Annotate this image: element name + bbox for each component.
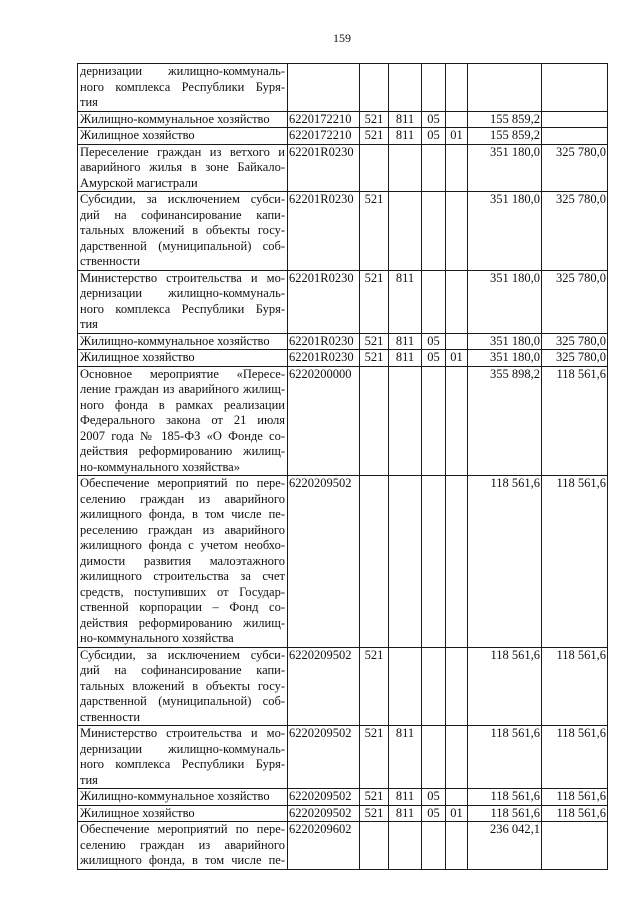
item-name-cell — [78, 64, 288, 112]
table-row — [78, 64, 608, 112]
item-name-line: реселению граждан из аварийного — [80, 522, 285, 537]
expense-type-cell: 521 — [360, 111, 389, 128]
item-name-line: дий на софинансирование капи- — [80, 663, 285, 677]
table-row — [78, 192, 608, 271]
amount-second-cell: 118 561,6 — [542, 789, 608, 806]
item-name-cell — [78, 789, 288, 806]
amount-first-cell: 155 859,2 — [468, 128, 542, 145]
ministry-code-cell: 811 — [389, 805, 422, 822]
target-code-cell: 62201R0230 — [288, 192, 360, 271]
ministry-code-cell: 811 — [389, 270, 422, 333]
item-name-cell — [78, 333, 288, 350]
table-body — [78, 64, 608, 870]
amount-first-cell: 351 180,0 — [468, 350, 542, 367]
item-name-line: Субсидии, за исключением субси- — [80, 192, 285, 206]
target-code-cell: 6220209502 — [288, 726, 360, 789]
subsection-cell — [446, 270, 468, 333]
subsection-cell — [446, 333, 468, 350]
table-row — [78, 350, 608, 367]
item-name-line: но-коммунального хозяйства — [80, 631, 234, 645]
target-code-cell: 6220200000 — [288, 366, 360, 476]
target-code-cell — [288, 64, 360, 112]
item-name-line: жилищного фонда, в том числе пе- — [80, 853, 285, 867]
target-code-cell: 6220209502 — [288, 647, 360, 726]
ministry-code-cell — [389, 647, 422, 726]
expense-type-cell: 521 — [360, 726, 389, 789]
target-code-cell: 6220209502 — [288, 476, 360, 648]
amount-second-cell: 118 561,6 — [542, 726, 608, 789]
item-name-line: тия — [80, 317, 98, 331]
item-name-line: Министерство строительства и мо- — [80, 270, 285, 285]
table-row — [78, 476, 608, 648]
target-code-cell: 6220209502 — [288, 789, 360, 806]
table-row — [78, 805, 608, 822]
item-name-line: Жилищное хозяйство — [80, 350, 195, 364]
target-code-cell: 6220209602 — [288, 822, 360, 870]
amount-second-cell: 325 780,0 — [542, 350, 608, 367]
table-row — [78, 333, 608, 350]
amount-first-cell: 118 561,6 — [468, 476, 542, 648]
item-name-line: дарственной (муниципальной) соб- — [80, 694, 285, 708]
target-code-cell: 6220209502 — [288, 805, 360, 822]
item-name-line: Субсидии, за исключением субси- — [80, 647, 285, 662]
item-name-line: Обеспечение мероприятий по пере- — [80, 476, 285, 490]
subsection-cell — [446, 64, 468, 112]
item-name-line: Жилищное хозяйство — [80, 128, 195, 142]
item-name-line: средств, поступивших от Государ- — [80, 584, 285, 599]
item-name-line: ного комплекса Республики Буря- — [80, 757, 285, 771]
item-name-line: ственности — [80, 709, 141, 724]
item-name-line: селению граждан из аварийного — [80, 837, 285, 852]
item-name-line: аварийного жилья в зоне Байкало- — [80, 160, 285, 174]
item-name-line: ного фонда в рамках реализации — [80, 397, 285, 412]
ministry-code-cell: 811 — [389, 128, 422, 145]
subsection-cell — [446, 789, 468, 806]
item-name-line: тия — [80, 772, 98, 787]
expense-type-cell: 521 — [360, 192, 389, 271]
amount-second-cell: 118 561,6 — [542, 647, 608, 726]
item-name-line: дий на софинансирование капи- — [80, 207, 285, 222]
section-cell — [422, 270, 446, 333]
item-name-line: дернизации жилищно-коммуналь- — [80, 286, 285, 300]
item-name-cell — [78, 111, 288, 128]
expense-type-cell: 521 — [360, 128, 389, 145]
item-name-line: селению граждан из аварийного — [80, 491, 285, 506]
amount-first-cell: 355 898,2 — [468, 366, 542, 476]
table-row — [78, 789, 608, 806]
item-name-line: действия реформированию жилищ- — [80, 444, 285, 458]
amount-first-cell: 118 561,6 — [468, 647, 542, 726]
ministry-code-cell — [389, 822, 422, 870]
ministry-code-cell: 811 — [389, 111, 422, 128]
amount-second-cell — [542, 64, 608, 112]
subsection-cell — [446, 144, 468, 192]
section-cell — [422, 64, 446, 112]
amount-second-cell: 325 780,0 — [542, 192, 608, 271]
section-cell — [422, 822, 446, 870]
table-row — [78, 822, 608, 870]
item-name-line: тальных вложений в объекты госу- — [80, 678, 285, 693]
amount-first-cell: 118 561,6 — [468, 789, 542, 806]
table-row — [78, 270, 608, 333]
item-name-line: ного комплекса Республики Буря- — [80, 301, 285, 316]
item-name-cell — [78, 366, 288, 476]
amount-second-cell — [542, 111, 608, 128]
subsection-cell: 01 — [446, 128, 468, 145]
item-name-line: дернизации жилищно-коммуналь- — [80, 64, 285, 78]
item-name-line: жилищного фонда с учетом необхо- — [80, 538, 285, 552]
expense-type-cell — [360, 144, 389, 192]
section-cell: 05 — [422, 111, 446, 128]
item-name-cell — [78, 805, 288, 822]
amount-first-cell: 351 180,0 — [468, 192, 542, 271]
expense-type-cell — [360, 822, 389, 870]
table-row — [78, 144, 608, 192]
expense-type-cell: 521 — [360, 333, 389, 350]
section-cell: 05 — [422, 789, 446, 806]
item-name-line: дернизации жилищно-коммуналь- — [80, 741, 285, 756]
ministry-code-cell — [389, 64, 422, 112]
amount-first-cell — [468, 64, 542, 112]
item-name-line: ственности — [80, 254, 141, 268]
item-name-cell — [78, 822, 288, 870]
item-name-line: Амурской магистрали — [80, 175, 198, 190]
subsection-cell: 01 — [446, 350, 468, 367]
item-name-cell — [78, 350, 288, 367]
ministry-code-cell — [389, 476, 422, 648]
amount-first-cell: 236 042,1 — [468, 822, 542, 870]
subsection-cell — [446, 726, 468, 789]
expense-type-cell: 521 — [360, 805, 389, 822]
item-name-line: димости развития малоэтажного — [80, 553, 285, 568]
item-name-line: жилищного строительства за счет — [80, 569, 285, 583]
expense-type-cell: 521 — [360, 647, 389, 726]
item-name-line: Переселение граждан из ветхого и — [80, 144, 285, 159]
expense-type-cell: 521 — [360, 270, 389, 333]
ministry-code-cell: 811 — [389, 726, 422, 789]
subsection-cell — [446, 111, 468, 128]
table-row — [78, 647, 608, 726]
section-cell — [422, 192, 446, 271]
target-code-cell: 6220172210 — [288, 111, 360, 128]
section-cell — [422, 366, 446, 476]
target-code-cell: 62201R0230 — [288, 144, 360, 192]
target-code-cell: 62201R0230 — [288, 333, 360, 350]
target-code-cell: 62201R0230 — [288, 270, 360, 333]
expense-type-cell — [360, 64, 389, 112]
ministry-code-cell — [389, 144, 422, 192]
amount-first-cell: 351 180,0 — [468, 333, 542, 350]
section-cell: 05 — [422, 333, 446, 350]
item-name-line: 2007 года № 185-ФЗ «О Фонде со- — [80, 428, 285, 443]
item-name-cell — [78, 726, 288, 789]
section-cell — [422, 476, 446, 648]
table-row — [78, 111, 608, 128]
item-name-line: Жилищно-коммунальное хозяйство — [80, 333, 270, 348]
table-row — [78, 366, 608, 476]
section-cell: 05 — [422, 805, 446, 822]
subsection-cell — [446, 192, 468, 271]
item-name-line: Обеспечение мероприятий по пере- — [80, 822, 285, 836]
item-name-line: ного комплекса Республики Буря- — [80, 79, 285, 94]
amount-second-cell: 118 561,6 — [542, 366, 608, 476]
item-name-line: дарственной (муниципальной) соб- — [80, 238, 285, 253]
section-cell — [422, 647, 446, 726]
section-cell: 05 — [422, 128, 446, 145]
item-name-cell — [78, 192, 288, 271]
expense-type-cell — [360, 366, 389, 476]
ministry-code-cell — [389, 192, 422, 271]
ministry-code-cell: 811 — [389, 333, 422, 350]
item-name-line: тальных вложений в объекты госу- — [80, 223, 285, 237]
amount-second-cell: 325 780,0 — [542, 333, 608, 350]
amount-first-cell: 351 180,0 — [468, 270, 542, 333]
amount-second-cell — [542, 128, 608, 145]
page-number: 159 — [333, 31, 351, 45]
subsection-cell — [446, 366, 468, 476]
section-cell — [422, 726, 446, 789]
section-cell — [422, 144, 446, 192]
subsection-cell — [446, 476, 468, 648]
amount-first-cell: 118 561,6 — [468, 805, 542, 822]
ministry-code-cell: 811 — [389, 350, 422, 367]
amount-first-cell: 155 859,2 — [468, 111, 542, 128]
item-name-line: Министерство строительства и мо- — [80, 726, 285, 740]
table-row — [78, 128, 608, 145]
item-name-cell — [78, 270, 288, 333]
ministry-code-cell — [389, 366, 422, 476]
item-name-line: действия реформированию жилищ- — [80, 615, 285, 630]
subsection-cell — [446, 822, 468, 870]
subsection-cell: 01 — [446, 805, 468, 822]
item-name-line: ление граждан из аварийного жилищ- — [80, 382, 285, 396]
amount-second-cell: 325 780,0 — [542, 144, 608, 192]
amount-second-cell: 118 561,6 — [542, 805, 608, 822]
item-name-line: Основное мероприятие «Пересе- — [80, 366, 285, 381]
item-name-line: тия — [80, 95, 98, 109]
item-name-cell — [78, 128, 288, 145]
item-name-line: ственной корпорации – Фонд со- — [80, 600, 285, 614]
item-name-cell — [78, 476, 288, 648]
expense-type-cell: 521 — [360, 350, 389, 367]
amount-second-cell: 325 780,0 — [542, 270, 608, 333]
item-name-cell — [78, 144, 288, 192]
item-name-line: Жилищное хозяйство — [80, 805, 195, 820]
amount-first-cell: 118 561,6 — [468, 726, 542, 789]
ministry-code-cell: 811 — [389, 789, 422, 806]
item-name-line: жилищного фонда, в том числе пе- — [80, 507, 285, 521]
expense-type-cell: 521 — [360, 789, 389, 806]
amount-second-cell — [542, 822, 608, 870]
target-code-cell: 62201R0230 — [288, 350, 360, 367]
item-name-cell — [78, 647, 288, 726]
target-code-cell: 6220172210 — [288, 128, 360, 145]
item-name-line: но-коммунального хозяйства» — [80, 459, 240, 474]
item-name-line: Федерального закона от 21 июля — [80, 413, 285, 427]
item-name-line: Жилищно-коммунальное хозяйство — [80, 789, 270, 803]
item-name-line: Жилищно-коммунальное хозяйство — [80, 111, 270, 126]
expense-type-cell — [360, 476, 389, 648]
subsection-cell — [446, 647, 468, 726]
table-row — [78, 726, 608, 789]
amount-first-cell: 351 180,0 — [468, 144, 542, 192]
section-cell: 05 — [422, 350, 446, 367]
budget-table — [77, 63, 608, 870]
amount-second-cell: 118 561,6 — [542, 476, 608, 648]
